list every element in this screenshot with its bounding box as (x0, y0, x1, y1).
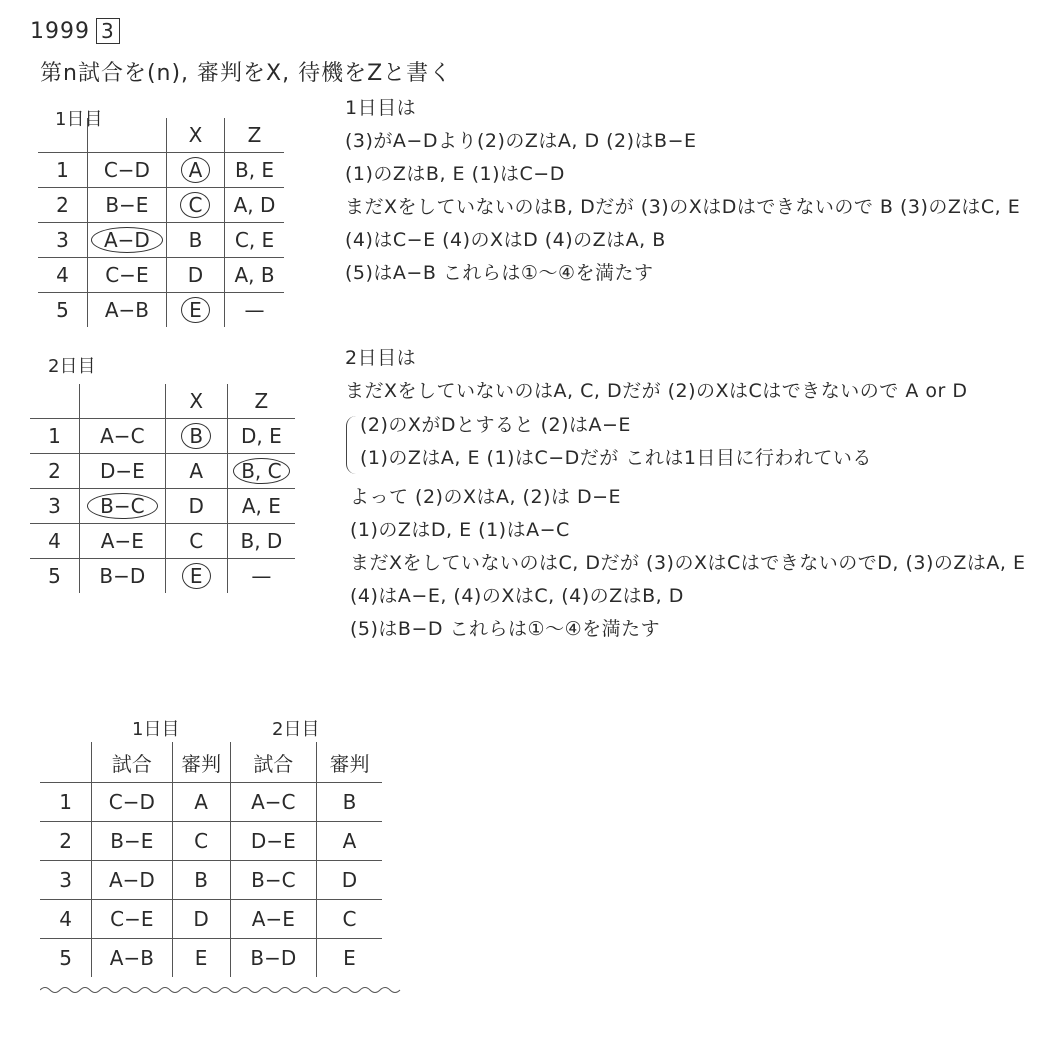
circled-referee: A (181, 157, 211, 183)
table-header-row (30, 384, 295, 419)
row-number: 5 (38, 293, 87, 328)
circled-referee: E (181, 297, 210, 323)
match-cell: A−B (87, 293, 166, 328)
note-line: (1)のZはB, E (1)はC−D (345, 163, 565, 185)
table-row (30, 559, 295, 594)
table-row (38, 153, 284, 188)
table-header-row (38, 118, 284, 153)
notation-note: 第n試合を(n), 審判をX, 待機をZと書く (40, 61, 453, 86)
circled-referee: E (182, 563, 211, 589)
day1-match-cell: A−B (92, 939, 172, 978)
day2-ref-cell: D (316, 861, 382, 900)
row-number: 5 (30, 559, 80, 594)
row-number: 2 (38, 188, 87, 223)
match-cell (80, 489, 166, 524)
summary-day2-label: 2日目 (272, 719, 320, 740)
circled-match: B−C (87, 493, 157, 519)
match-cell: C−E (87, 258, 166, 293)
row-number: 2 (40, 822, 92, 861)
day2-ref-cell: E (316, 939, 382, 978)
day2-ref-cell: B (316, 783, 382, 822)
table-header-row (40, 742, 382, 783)
day1-table (38, 118, 284, 327)
note-line: よって (2)のXはA, (2)は D−E (350, 486, 622, 508)
note-line: (5)はA−B これらは①〜④を満たす (345, 262, 654, 284)
table-row (38, 188, 284, 223)
header-cell: X (166, 118, 224, 153)
match-cell: D−E (80, 454, 166, 489)
day2-match-cell: A−C (230, 783, 316, 822)
wait-cell: A, D (225, 188, 284, 223)
header-cell (80, 384, 166, 419)
circled-referee: C (180, 192, 210, 218)
problem-heading (30, 18, 120, 44)
table-row (38, 223, 284, 258)
header-cell (40, 742, 92, 783)
day2-notes-intro (345, 342, 968, 408)
wait-cell: B, D (227, 524, 295, 559)
table-row (40, 822, 382, 861)
note-line: まだXをしていないのはC, Dだが (3)のXはCはできないのでD, (3)のZはA, E (350, 552, 1026, 574)
circled-match: A−D (91, 227, 163, 253)
header-cell: 試合 (230, 742, 316, 783)
day1-ref-cell: E (172, 939, 230, 978)
table-row (40, 861, 382, 900)
day1-ref-cell: A (172, 783, 230, 822)
day1-match-cell: B−E (92, 822, 172, 861)
ref-cell (165, 559, 227, 594)
ref-cell: D (166, 258, 224, 293)
day1-notes (345, 92, 1020, 290)
header-cell (30, 384, 80, 419)
row-number: 1 (30, 419, 80, 454)
wait-cell: — (227, 559, 295, 594)
header-cell: 試合 (92, 742, 172, 783)
header-cell: X (165, 384, 227, 419)
header-cell (38, 118, 87, 153)
day2-match-cell: B−D (230, 939, 316, 978)
note-line: 1日目は (345, 97, 417, 119)
day1-label: 1日目 (55, 109, 103, 130)
day2-match-cell: B−C (230, 861, 316, 900)
row-number: 1 (38, 153, 87, 188)
day2-notes-case (360, 409, 872, 475)
table-row (30, 454, 295, 489)
ref-cell: D (165, 489, 227, 524)
header-cell: Z (225, 118, 284, 153)
year-text: 1999 (30, 19, 90, 44)
table-row (30, 489, 295, 524)
ref-cell: A (165, 454, 227, 489)
note-line: (2)のXがDとすると (2)はA−E (360, 414, 631, 436)
wait-cell: C, E (225, 223, 284, 258)
day2-match-cell: D−E (230, 822, 316, 861)
match-cell: B−E (87, 188, 166, 223)
row-number: 4 (40, 900, 92, 939)
note-line: (1)のZはA, E (1)はC−Dだが これは1日目に行われている (360, 447, 872, 469)
row-number: 4 (38, 258, 87, 293)
header-cell: 審判 (172, 742, 230, 783)
ref-cell (166, 293, 224, 328)
wait-cell: B, E (225, 153, 284, 188)
row-number: 5 (40, 939, 92, 978)
day2-label: 2日目 (48, 356, 96, 377)
note-line: (5)はB−D これらは①〜④を満たす (350, 618, 661, 640)
summary-table (40, 742, 382, 977)
row-number: 3 (38, 223, 87, 258)
match-cell: C−D (87, 153, 166, 188)
note-line: (4)はC−E (4)のXはD (4)のZはA, B (345, 229, 666, 251)
wait-cell: — (225, 293, 284, 328)
table-row (38, 258, 284, 293)
row-number: 4 (30, 524, 80, 559)
match-cell (87, 223, 166, 258)
case-brace (346, 416, 357, 474)
wait-cell: A, E (227, 489, 295, 524)
summary-day1-label: 1日目 (132, 719, 180, 740)
note-line: 2日目は (345, 347, 417, 369)
ref-cell: B (166, 223, 224, 258)
row-number: 2 (30, 454, 80, 489)
match-cell: A−C (80, 419, 166, 454)
note-line: まだXをしていないのはA, C, Dだが (2)のXはCはできないので A or D (345, 380, 968, 402)
header-cell: 審判 (316, 742, 382, 783)
day2-match-cell: A−E (230, 900, 316, 939)
day1-match-cell: C−E (92, 900, 172, 939)
day1-ref-cell: B (172, 861, 230, 900)
day2-table (30, 384, 295, 593)
ref-cell: C (165, 524, 227, 559)
table-row (40, 939, 382, 978)
table-row (30, 524, 295, 559)
table-row (30, 419, 295, 454)
note-line: (3)がA−Dより(2)のZはA, D (2)はB−E (345, 130, 697, 152)
ref-cell (165, 419, 227, 454)
wavy-end-line (40, 985, 405, 995)
note-line: (1)のZはD, E (1)はA−C (350, 519, 570, 541)
row-number: 3 (40, 861, 92, 900)
day1-match-cell: C−D (92, 783, 172, 822)
day1-match-cell: A−D (92, 861, 172, 900)
row-number: 1 (40, 783, 92, 822)
table-row (38, 293, 284, 328)
day1-ref-cell: D (172, 900, 230, 939)
day2-ref-cell: C (316, 900, 382, 939)
table-row (40, 783, 382, 822)
header-cell (87, 118, 166, 153)
day2-ref-cell: A (316, 822, 382, 861)
header-cell: Z (227, 384, 295, 419)
note-line: (4)はA−E, (4)のXはC, (4)のZはB, D (350, 585, 684, 607)
match-cell: A−E (80, 524, 166, 559)
row-number: 3 (30, 489, 80, 524)
ref-cell (166, 153, 224, 188)
ref-cell (166, 188, 224, 223)
note-line: まだXをしていないのはB, Dだが (3)のXはDはできないので B (3)のZはC, E (345, 196, 1021, 218)
circled-referee: B (181, 423, 211, 449)
wait-cell (227, 454, 295, 489)
table-row (40, 900, 382, 939)
day1-ref-cell: C (172, 822, 230, 861)
wait-cell: A, B (225, 258, 284, 293)
day2-notes-rest (350, 481, 1025, 646)
wait-cell: D, E (227, 419, 295, 454)
match-cell: B−D (80, 559, 166, 594)
problem-number-box: 3 (96, 18, 120, 44)
circled-wait: B, C (233, 458, 289, 484)
